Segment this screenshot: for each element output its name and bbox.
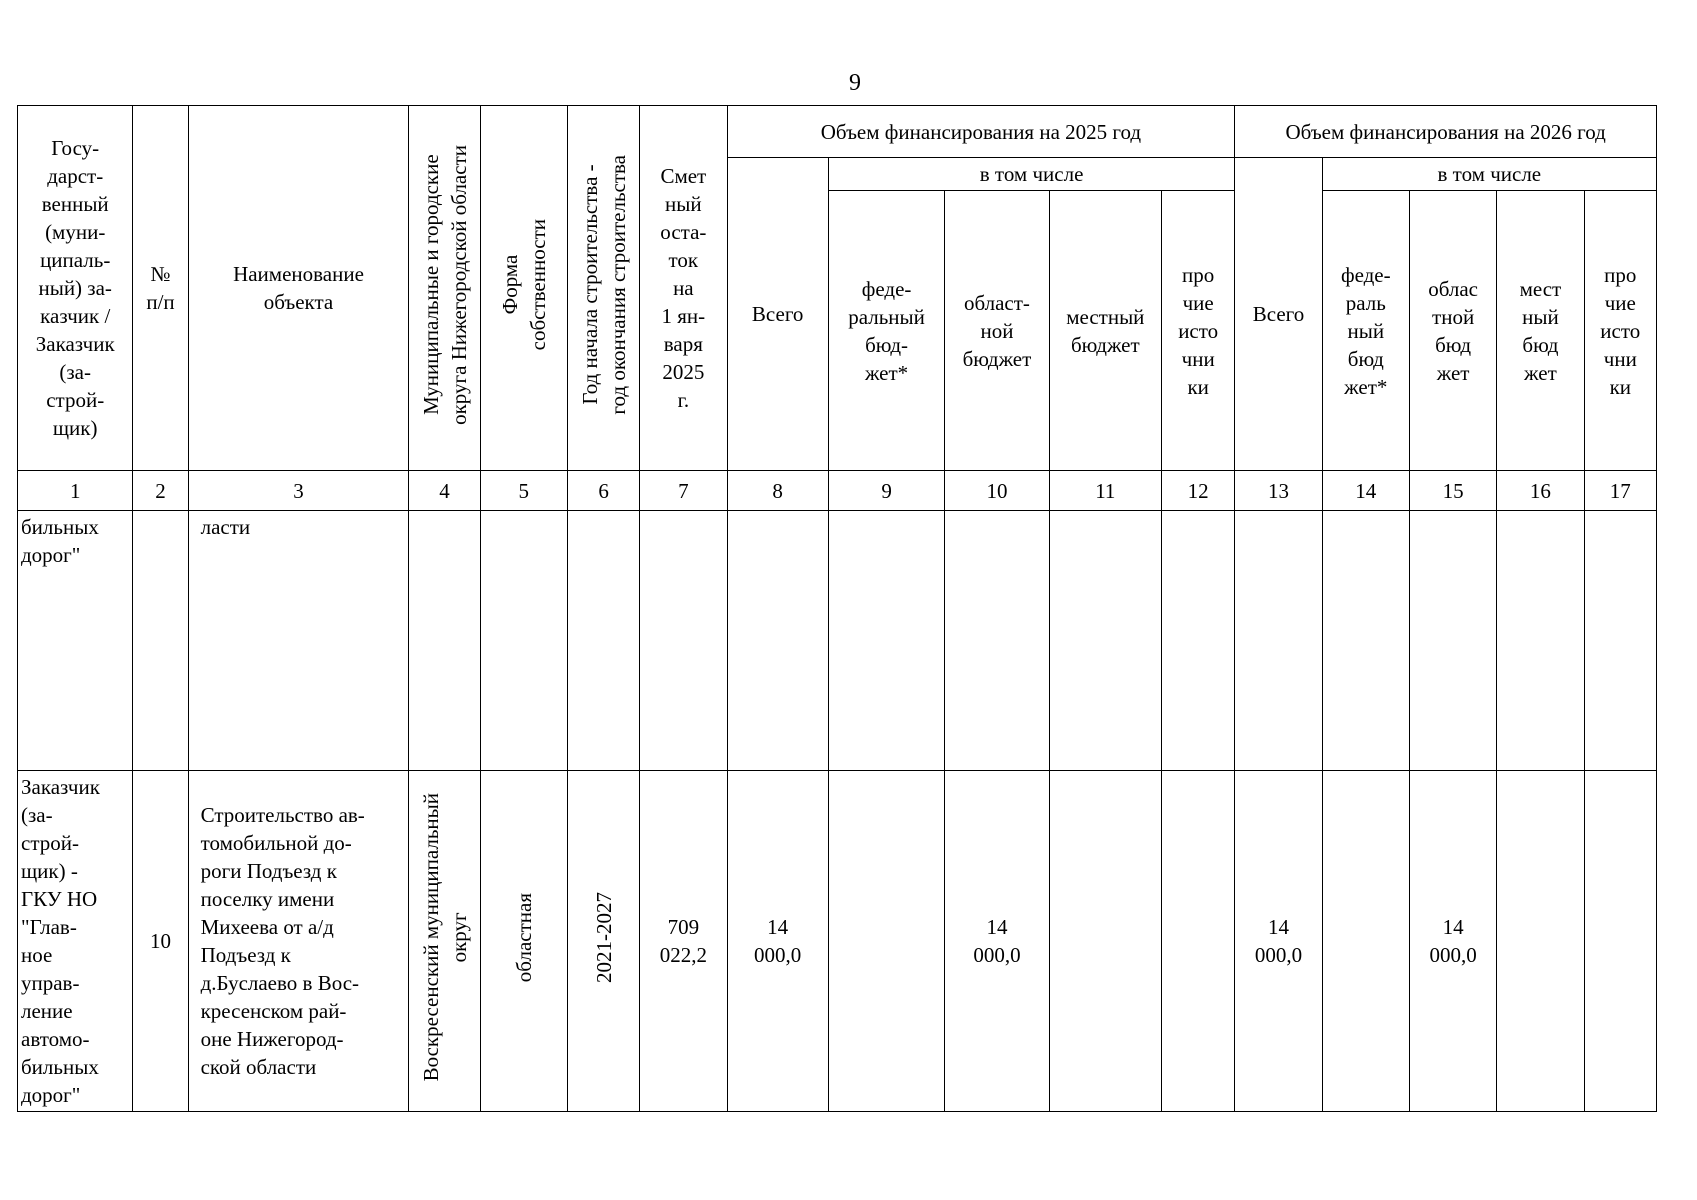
- header-municipal-districts-text: Муниципальные и городские округа Нижегородской области: [418, 144, 471, 425]
- ownership-cell: [480, 511, 567, 771]
- federal-2026-cell: [1322, 771, 1409, 1112]
- regional-2026-cell: [1409, 511, 1496, 771]
- number-cell: 10: [133, 771, 188, 1112]
- ownership-cell: [480, 771, 567, 1112]
- header-ownership-form-text: Форма собственности: [497, 218, 550, 351]
- header-municipal-districts: [409, 106, 480, 471]
- district-cell-text: Воскресенский муниципальный округ: [418, 793, 471, 1082]
- column-number: 16: [1497, 471, 1584, 511]
- header-regional-2026: облас тной бюд жет: [1409, 191, 1496, 471]
- local-2026-cell: [1497, 511, 1584, 771]
- table-row: [18, 771, 1657, 1112]
- column-number: 1: [18, 471, 133, 511]
- customer-cell: Заказчик (за- строй- щик) - ГКУ НО "Глав- ное управ- ление автомо- бильных дорог": [18, 771, 133, 1112]
- customer-cell: бильных дорог": [18, 511, 133, 771]
- other-2026-cell: [1584, 511, 1656, 771]
- federal-2026-cell: [1322, 511, 1409, 771]
- column-number: 13: [1235, 471, 1322, 511]
- header-construction-years-text: Год начала строительства - год окончания строительства: [577, 154, 630, 415]
- column-numbers-row: [18, 471, 1657, 511]
- ownership-cell-text: областная: [511, 892, 536, 983]
- years-cell: [567, 511, 639, 771]
- years-cell-text: 2021-2027: [591, 892, 616, 983]
- column-number: 4: [409, 471, 480, 511]
- column-number: 2: [133, 471, 188, 511]
- local-2025-cell: [1049, 771, 1161, 1112]
- header-financing-2026: Объем финансирования на 2026 год: [1235, 106, 1657, 158]
- header-object-name: Наименование объекта: [188, 106, 409, 471]
- federal-2025-cell: [828, 771, 944, 1112]
- header-total-2025: Всего: [727, 158, 828, 471]
- object-name-cell: Строительство ав- томобильной до- роги Подъезд к поселку имени Михеева от а/д Подъезд к д.Буслаево в Вос- кресенском рай- оне Нижегород- ской области: [188, 771, 409, 1112]
- header-federal-2026: феде- раль ный бюд жет*: [1322, 191, 1409, 471]
- district-cell: [409, 771, 480, 1112]
- other-2025-cell: [1162, 771, 1235, 1112]
- header-federal-2025: феде- ральный бюд- жет*: [828, 191, 944, 471]
- header-ownership-form: [480, 106, 567, 471]
- regional-2025-cell: [945, 511, 1049, 771]
- header-estimated-balance: Смет ный оста- ток на 1 ян- варя 2025 г.: [640, 106, 727, 471]
- page-number: 9: [849, 70, 861, 96]
- investment-program-table: [17, 105, 1657, 1112]
- header-construction-years: [567, 106, 639, 471]
- federal-2025-cell: [828, 511, 944, 771]
- other-2025-cell: [1162, 511, 1235, 771]
- header-including-2025: в том числе: [828, 158, 1234, 191]
- column-number: 11: [1049, 471, 1161, 511]
- column-number: 9: [828, 471, 944, 511]
- balance-cell: 709 022,2: [640, 771, 727, 1112]
- column-number: 17: [1584, 471, 1656, 511]
- balance-cell: [640, 511, 727, 771]
- column-number: 3: [188, 471, 409, 511]
- regional-2026-cell: 14 000,0: [1409, 771, 1496, 1112]
- total-2025-cell: [727, 511, 828, 771]
- header-including-2026: в том числе: [1322, 158, 1656, 191]
- header-number: № п/п: [133, 106, 188, 471]
- column-number: 6: [567, 471, 639, 511]
- header-local-2026: мест ный бюд жет: [1497, 191, 1584, 471]
- header-other-2025: про чие исто чни ки: [1162, 191, 1235, 471]
- header-regional-2025: област- ной бюджет: [945, 191, 1049, 471]
- header-other-2026: про чие исто чни ки: [1584, 191, 1656, 471]
- local-2025-cell: [1049, 511, 1161, 771]
- column-number: 12: [1162, 471, 1235, 511]
- column-number: 10: [945, 471, 1049, 511]
- column-number: 8: [727, 471, 828, 511]
- header-financing-2025: Объем финансирования на 2025 год: [727, 106, 1235, 158]
- total-2026-cell: 14 000,0: [1235, 771, 1322, 1112]
- header-customer: Госу- дарст- венный (муни- ципаль- ный) за- казчик / Заказчик (за- строй- щик): [18, 106, 133, 471]
- other-2026-cell: [1584, 771, 1656, 1112]
- total-2026-cell: [1235, 511, 1322, 771]
- column-number: 7: [640, 471, 727, 511]
- total-2025-cell: 14 000,0: [727, 771, 828, 1112]
- table-row: [18, 511, 1657, 771]
- local-2026-cell: [1497, 771, 1584, 1112]
- number-cell: [133, 511, 188, 771]
- column-number: 14: [1322, 471, 1409, 511]
- years-cell: [567, 771, 639, 1112]
- object-name-cell: ласти: [188, 511, 409, 771]
- column-number: 15: [1409, 471, 1496, 511]
- header-local-2025: местный бюджет: [1049, 191, 1161, 471]
- district-cell: [409, 511, 480, 771]
- header-total-2026: Всего: [1235, 158, 1322, 471]
- regional-2025-cell: 14 000,0: [945, 771, 1049, 1112]
- column-number: 5: [480, 471, 567, 511]
